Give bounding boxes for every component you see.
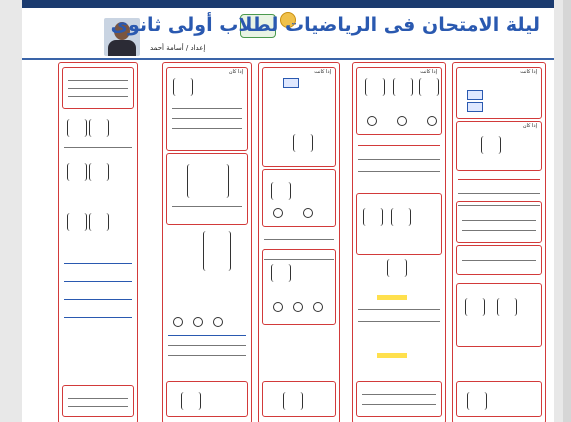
matrix: [67, 213, 87, 231]
column-2: [162, 62, 252, 422]
box-heading: إذا كانت: [420, 69, 437, 75]
box-5-5: [456, 283, 542, 347]
page-title: ليلة الامتحان فى الرياضيات لطلاب أولى ثانوى: [110, 14, 540, 36]
column-3: [258, 62, 340, 422]
box-3-2: [262, 169, 336, 227]
box-3-3: [262, 249, 336, 325]
box-2-3: [166, 381, 248, 417]
matrix: [89, 213, 109, 231]
matrix: [89, 119, 109, 137]
box-4-2: [356, 193, 442, 255]
page-header: [22, 8, 554, 60]
box-heading: إذا كانت: [314, 69, 331, 75]
worksheet-page: [22, 0, 554, 422]
box-heading: إذا كانت: [520, 69, 537, 75]
worksheet-content: [22, 60, 554, 422]
page-edge-shadow: [563, 0, 571, 422]
box-1-2: [62, 385, 134, 417]
matrix: [89, 163, 109, 181]
box-heading: إذا كان: [522, 123, 537, 129]
box-5-4: [456, 245, 542, 275]
top-bar: [22, 0, 554, 8]
matrix: [387, 259, 407, 277]
column-4: [352, 62, 446, 422]
column-5: [452, 62, 546, 422]
box-5-2: [456, 121, 542, 171]
box-4-1: [356, 67, 442, 135]
box-2-2: [166, 153, 248, 225]
box-5-6: [456, 381, 542, 417]
box-5-1: [456, 67, 542, 119]
box-3-4: [262, 381, 336, 417]
matrix: [67, 163, 87, 181]
column-1: [58, 62, 138, 422]
author-credit: إعداد / أسامة أحمد: [150, 44, 206, 52]
matrix: [67, 119, 87, 137]
box-heading: إذا كان: [228, 69, 243, 75]
box-3-1: [262, 67, 336, 167]
box-5-3: [456, 201, 542, 243]
box-4-3: [356, 381, 442, 417]
matrix: [203, 231, 231, 271]
box-1-1: [62, 67, 134, 109]
box-2-1: [166, 67, 248, 151]
